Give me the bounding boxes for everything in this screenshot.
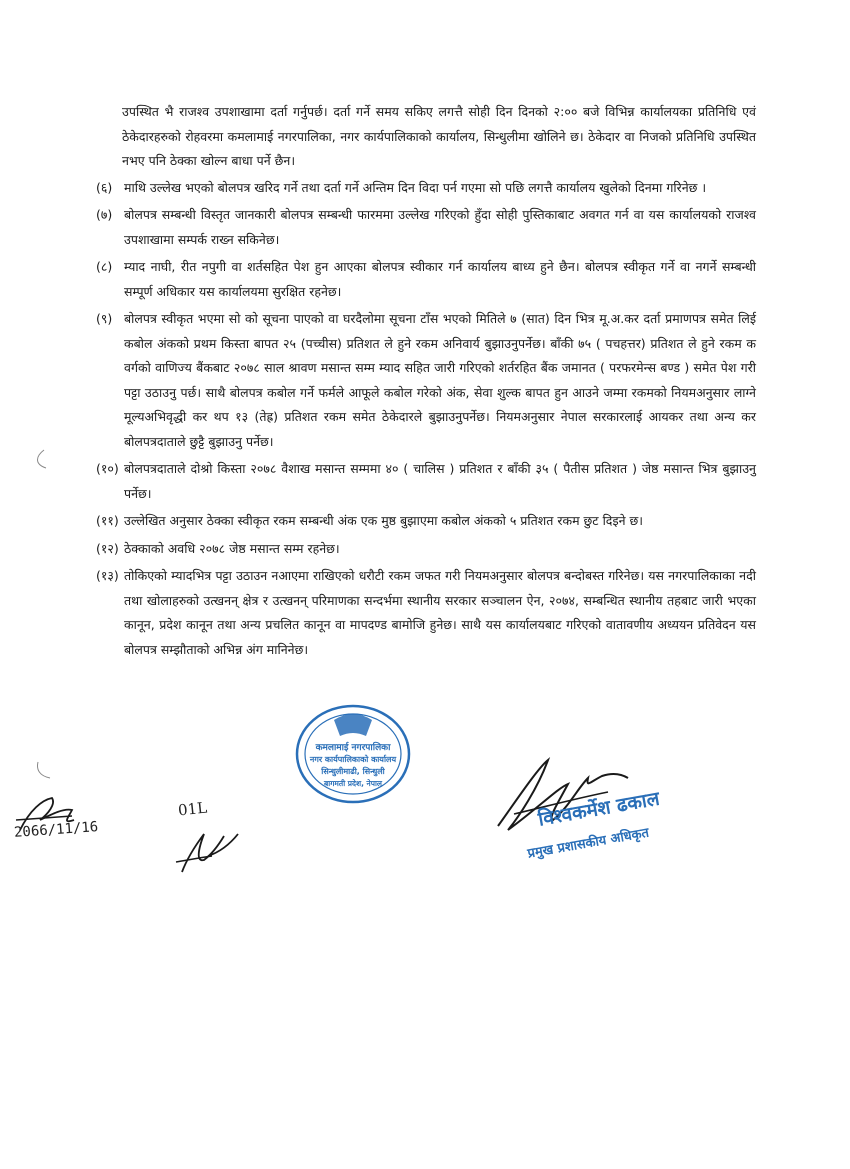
item-text: बोलपत्र सम्बन्धी विस्तृत जानकारी बोलपत्र सम्बन्धी फारममा उल्लेख गरिएको हुँदा सोही पुस्तिकाबाट अवगत गर्न वा यस कार्यालयको राजश्व उपशाखामा सम्पर्क राख्न सकिनेछ। bbox=[124, 207, 756, 247]
scan-mark bbox=[32, 760, 52, 784]
item-text: म्याद नाघी, रीत नपुगी वा शर्तसहित पेश हुन आएका बोलपत्र स्वीकार गर्न कार्यालय बाध्य हुने छैन। बोलपत्र स्वीकृत गर्ने वा नगर्ने सम्बन्धी सम्पूर्ण अधिकार यस कार्यालयमा सुरक्षित रहनेछ। bbox=[124, 259, 756, 299]
item-text: माथि उल्लेख भएको बोलपत्र खरिद गर्ने तथा दर्ता गर्ने अन्तिम दिन विदा पर्न गएमा सो पछि लगत्तै कार्यालय खुलेको दिनमा गरिनेछ । bbox=[124, 179, 707, 195]
emblem-icon bbox=[334, 714, 372, 736]
list-item bbox=[96, 255, 756, 304]
item-text: ठेक्काको अवधि २०७८ जेष्ठ मसान्त सम्म रहनेछ। bbox=[124, 540, 340, 556]
list-item bbox=[96, 203, 756, 252]
item-text: बोलपत्र स्वीकृत भएमा सो को सूचना पाएको वा घरदैलोमा सूचना टाँस भएको मितिले ७ (सात) दिन भित्र मू.अ.कर दर्ता प्रमाणपत्र समेत लिई कबोल अंकको प्रथम किस्ता बापत २५ (पच्चीस) प्रतिशत ले हुने रकम अनिवार्य बुझाउनुपर्नेछ। बाँकी ७५ ( पचहत्तर) प्रतिशत ले हुने रकम क वर्गको वाणिज्य बैंकबाट २०७८ साल श्रावण मसान्त सम्म म्याद सहित जारी गरिएको शर्तरहित बैंक जमानत ( परफरमेन्स बण्ड ) समेत पेश गरी पट्टा उठाउनु पर्छ। साथै बोलपत्र कबोल गर्ने फर्मले आफूले कबोल गरेको अंक, सेवा शुल्क बापत हुन आउने जम्मा रकमको नियमअनुसार लाग्ने मूल्यअभिवृद्धी कर थप १३ (तेह्र) प्रतिशत रकम समेत ठेकेदारले बुझाउनुपर्नेछ। नियमअनुसार नेपाल सरकारलाई आयकर तथा अन्य कर बोलपत्रदाताले छुट्टै बुझाउनु पर्नेछ। bbox=[124, 311, 756, 449]
list-item bbox=[96, 564, 756, 662]
item-text: उल्लेखित अनुसार ठेक्का स्वीकृत रकम सम्बन्धी अंक एक मुष्ठ बुझाएमा कबोल अंकको ५ प्रतिशत रकम छुट दिइने छ। bbox=[124, 513, 643, 528]
item-number: (१३) bbox=[96, 568, 119, 583]
list-item bbox=[96, 457, 756, 506]
list-item bbox=[96, 537, 756, 562]
item-number: (७) bbox=[96, 207, 113, 222]
item-text: बोलपत्रदाताले दोश्रो किस्ता २०७८ वैशाख मसान्त सम्ममा ४० ( चालिस ) प्रतिशत र बाँकी ३५ ( पैतीस प्रतिशत ) जेष्ठ मसान्त भित्र बुझाउनु पर्नेछ। bbox=[124, 461, 756, 501]
officer-name: विश्वकर्मेश ढकाल bbox=[536, 787, 662, 831]
item-number: (१०) bbox=[96, 461, 119, 476]
list-item bbox=[96, 307, 756, 454]
item-number: (११) bbox=[96, 513, 119, 528]
list-item bbox=[96, 176, 756, 201]
office-seal-stamp bbox=[292, 702, 414, 806]
item-number: (१२) bbox=[96, 540, 119, 556]
seal-line-2: नगर कार्यपालिकाको कार्यालय bbox=[309, 755, 397, 764]
intro-paragraph: उपस्थित भै राजश्व उपशाखामा दर्ता गर्नुपर्छ। दर्ता गर्ने समय सकिए लगत्तै सोही दिन दिनको २:०० बजे विभिन्न कार्यालयका प्रतिनिधि एवं ठेकेदारहरुको रोहवरमा कमलामाई नगरपालिका, नगर कार्यपालिकाको कार्यालय, सिन्धुलीमा खोलिने छ। ठेकेदार वा निजको प्रतिनिधि उपस्थित नभए पनि ठेक्का खोल्न बाधा पर्ने छैन। bbox=[122, 104, 756, 168]
officer-name-stamp bbox=[500, 786, 690, 882]
list-item bbox=[96, 509, 756, 534]
item-number: (६) bbox=[96, 179, 113, 195]
document-body bbox=[96, 100, 756, 665]
item-number: (९) bbox=[96, 311, 113, 326]
item-text: तोकिएको म्यादभित्र पट्टा उठाउन नआएमा राखिएको धरौटी रकम जफत गरी नियमअनुसार बोलपत्र बन्दोबस्त गरिनेछ। यस नगरपालिकाका नदी तथा खोलाहरुको उत्खनन् क्षेत्र र उत्खनन् परिमाणका सन्दर्भमा स्थानीय सरकार सञ्चालन ऐन, २०७४, सम्बन्धित स्थानीय तहबाट जारी भएका कानून, प्रदेश कानून तथा अन्य प्रचलित कानून वा मापदण्ड बामोजि हुनेछ। साथै यस कार्यालयबाट गरिएको वातावणीय अध्ययन प्रतिवेदन यस बोलपत्र सम्झौताको अभिन्न अंग मानिनेछ। bbox=[124, 568, 756, 657]
seal-line-3: सिन्धुलीमाढी, सिन्धुली bbox=[321, 767, 385, 776]
handwritten-date: 2066/11/16 bbox=[13, 819, 99, 841]
item-number: (८) bbox=[96, 259, 113, 274]
seal-line-4: बागमती प्रदेश, नेपाल bbox=[323, 779, 383, 788]
handwritten-mark: 01L bbox=[177, 798, 208, 820]
officer-title: प्रमुख प्रशासकीय अधिकृत bbox=[526, 825, 651, 862]
middle-signature bbox=[168, 816, 248, 880]
seal-line-1: कमलामाई नगरपालिका bbox=[315, 743, 391, 753]
scan-mark bbox=[30, 448, 50, 472]
